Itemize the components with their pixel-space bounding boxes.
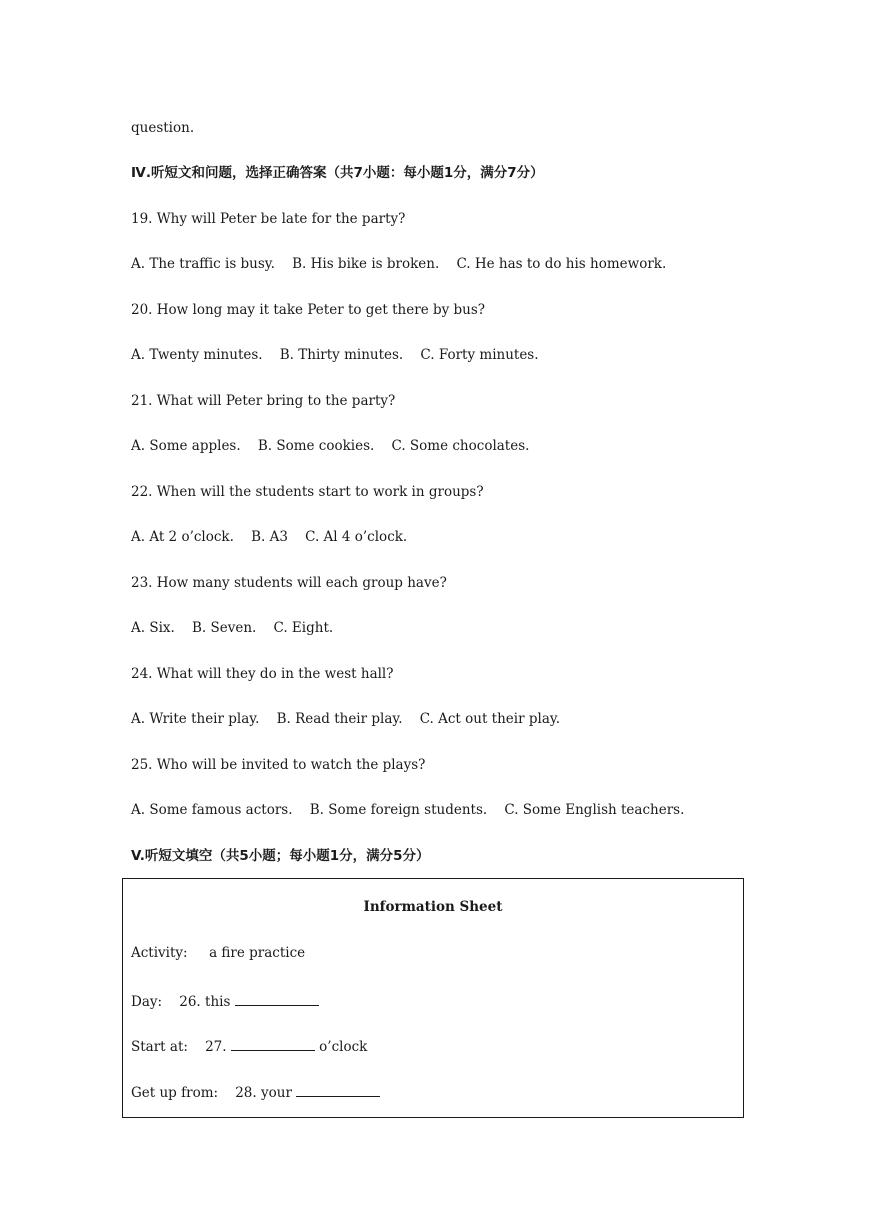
info-prefix-28: your (261, 1085, 292, 1101)
info-num-26: 26. (179, 994, 201, 1010)
blank-26[interactable] (235, 991, 319, 1006)
option-19c: C. He has to do his homework. (456, 256, 667, 272)
options-19 (131, 255, 666, 273)
option-24c: C. Act out their play. (419, 711, 560, 727)
option-20c: C. Forty minutes. (420, 347, 539, 363)
info-row-day (131, 991, 319, 1010)
option-23b: B. Seven. (191, 620, 257, 636)
info-label-start: Start at: (131, 1039, 188, 1055)
option-20a: A. Twenty minutes. (131, 347, 263, 363)
question-23: 23. How many students will each group have? (131, 575, 447, 591)
options-25 (131, 801, 684, 819)
option-23c: C. Eight. (273, 620, 334, 636)
option-25a: A. Some famous actors. (131, 802, 293, 818)
options-23 (131, 619, 333, 637)
option-22a: A. At 2 o’clock. (131, 529, 234, 545)
question-22: 22. When will the students start to work in groups? (131, 484, 484, 500)
info-row-get-up (131, 1082, 380, 1101)
question-20: 20. How long may it take Peter to get there by bus? (131, 302, 486, 318)
info-num-27: 27. (205, 1039, 227, 1055)
blank-27[interactable] (231, 1036, 315, 1051)
info-prefix-26: this (205, 994, 231, 1010)
info-row-activity (131, 945, 305, 961)
question-21: 21. What will Peter bring to the party? (131, 393, 396, 409)
options-24 (131, 710, 560, 728)
info-label-get-up: Get up from: (131, 1085, 219, 1101)
option-24b: B. Read their play. (276, 711, 403, 727)
option-19b: B. His bike is broken. (292, 256, 440, 272)
option-19a: A. The traffic is busy. (131, 256, 275, 272)
option-22b: B. A3 (251, 529, 288, 545)
option-20b: B. Thirty minutes. (279, 347, 404, 363)
section-4-heading: Ⅳ.听短文和问题，选择正确答案（共7小题：每小题1分，满分7分） (131, 165, 544, 181)
question-19: 19. Why will Peter be late for the party? (131, 211, 406, 227)
option-25c: C. Some English teachers. (504, 802, 685, 818)
option-21b: B. Some cookies. (257, 438, 375, 454)
blank-28[interactable] (296, 1082, 380, 1097)
options-20 (131, 346, 539, 364)
option-24a: A. Write their play. (131, 711, 260, 727)
information-sheet-title: Information Sheet (363, 899, 503, 915)
info-label-day: Day: (131, 994, 163, 1010)
option-23a: A. Six. (131, 620, 175, 636)
info-label-activity: Activity: (131, 945, 188, 961)
info-value-activity: a fire practice (209, 945, 306, 961)
question-fragment: question. (131, 120, 195, 136)
question-25: 25. Who will be invited to watch the plays? (131, 757, 426, 773)
option-21c: C. Some chocolates. (391, 438, 530, 454)
info-row-start (131, 1036, 367, 1055)
option-25b: B. Some foreign students. (309, 802, 488, 818)
options-21 (131, 437, 529, 455)
info-num-28: 28. (235, 1085, 257, 1101)
information-sheet (122, 878, 744, 1118)
option-22c: C. Al 4 o’clock. (305, 529, 408, 545)
question-24: 24. What will they do in the west hall? (131, 666, 394, 682)
option-21a: A. Some apples. (131, 438, 241, 454)
section-5-heading: V.听短文填空（共5小题；每小题1分，满分5分） (131, 848, 430, 864)
options-22 (131, 528, 407, 546)
info-suffix-27: o’clock (319, 1039, 368, 1055)
